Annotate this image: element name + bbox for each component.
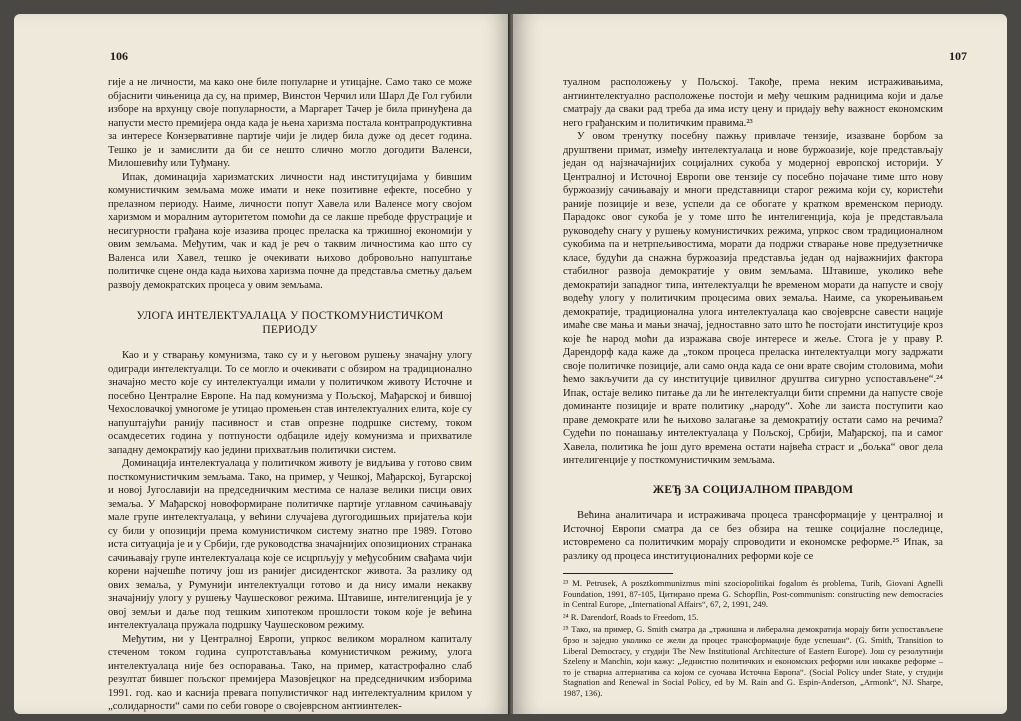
paragraph: Ипак, доминација харизматских личности над институцијама у бившим комунистичким земљама може имати и неке позитивне ефекте, посебно у прелазном периоду. Наиме, личности попут Хавела или Валенсе могу својом харизмом и моралним ауторитетом помоћи да се лакше пребоде фрустрације и несигурности грађана које изазива процес преласка ка тржишној економији у овим земљама. Међутим, чак и кад је реч о таквим личностима као што су Валенса или Хавел, тешко је очекивати њихово добровољно напуштање политичке сцене онда када њихова харизма почне да представља сметњу даљем развоју демократских процеса у овим земљама. [108,171,472,291]
footnote: ²⁴ R. Darendorf, Roads to Freedom, 15. [563,611,699,622]
paragraph: Већина аналитичара и истраживача процеса трансформације у централној и Источној Европи сматра да се без обзира на тешке социјалне последице, истовремено са политичким морају спроводити и економске реформе.²⁵ Ипак, за разлику од процеса институционалних реформи које се [563,510,943,562]
paragraph: Доминација интелектуалаца у политичком животу је видљива у готово свим посткомунистичким земљама. Тако, на пример, у Чешкој, Мађарској, Бугарској и новој Југославији на председничким местима се налазе велики писци ових земаља. У Мађарској новоформиране политичке партије углавном сачињавају мале групе интелектуалаца, у већини случајева дугогодишњих пријатеља који су били у опозицији према комунистичком систему знатно пре 1989. Готово иста ситуација је и у Србији, где руководства значајнијих опозиционих странака сачињавају групе интелектуалаца које се исцрпљују у међусобним свађама чији корени најчешће потичу још из ранијег дисидентског живота. За разлику од ових земаља, у Румунији интелектуалци готово и да нису имали некакву значајнију улогу у рушењу Чаушесковог режима. Штавише, интелигенција је у овој земљи и даље под тешким хипотеком прошлости током које је већина интелектуалаца пружала подршку Чаушесковом режиму. [108,458,472,631]
section-heading: УЛОГА ИНТЕЛЕКТУАЛАЦА У ПОСТКОМУНИСТИЧКОМ ПЕРИОДУ [136,310,444,336]
footnote: ²⁵ Тако, на пример, G. Smith сматра да „тржишна и либерална демократија морају бити успостављене брзо и заједно уколико се жели да процес трансформације буде успешан“. (G. Smith, Transition to Liberal Democracy, у студији The New Institutional Architecture of Eastern Europe). Још су резолутнији Szeleny и Manchin, који кажу: „Једнистно политичких и економских реформи или никакве реформе – то је стварна алтернатива са којом се суочава Источна Европа“. (Social Policy under State, у студији Stagnation and Renewal in Social Policy, ed by M. Rain and G. Espin-Anderson, „Armonk“, NJ. Sharpe, 1987, 136). [563,624,943,698]
footnote-rule [563,573,673,574]
page-number-left: 106 [110,49,128,63]
paragraph: Као и у стварању комунизма, тако су и у његовом рушењу значајну улогу одигради интелектуалци. То се могло и очекивати с обзиром на традиционално значајно место које су интелектуалци имали у политичком животу Источне и посебно Централне Европе. На пад комунизма у Пољској, Мађарској и бившој Чехословачкој умногоме је утицао промењен став интелектуалних елита, које су напуштајући ранију пасивност и став опрезне подршке систему, током осамдесетих година у потпуности одбациле идеју комунизма и прихватиле западну демократију као једини прихватљив политички систем. [108,350,472,456]
section-heading: ЖЕЂ ЗА СОЦИЈАЛНОМ ПРАВДОМ [652,483,854,496]
paragraph: гије а не личности, ма како оне биле популарне и утицајне. Само тако се може објаснити чињеница да су, на пример, Винстон Черчил или Шарл Де Гол губили изборе на врхунцу своје популарности, а Маргарет Тачер је била принуђена да напусти место премијера онда када је њена харизма постала контрапродуктивна за интересе Конзервативне партије чији је лидер била дуже од десет година. Тешко је и замислити да би се нешто слично могло догодити Валенси, Милошевићу или Туђману. [108,77,472,169]
left-page [14,14,511,714]
left-page-body [108,76,472,714]
right-page [513,14,1007,714]
paragraph: Међутим, ни у Централној Европи, упркос великом моралном капиталу стеченом током година супротстављања комунистичком режиму, улога интелектуалаца није без оспоравања. Тако, на пример, катастрофално слаб резултат бившег пољског премијера Мазовјецког на председничким изборима 1991. год. као и касниja превага популистичког над интелектуалним крилом у „солидарности“ сами по себи говоре о својеврсном антиинтелек- [108,633,472,712]
paragraph: туалном расположењу у Пољској. Такође, према неким истраживањима, антиинтелектуално расположење постоји и међу чешким радницима који и даље сматрају да сваки рад треба да има исту цену и придају већу важност економским него грађанским и политичким правима.²³ [563,77,943,129]
paragraph: У овом тренутку посебну пажњу привлаче тензије, изазване борбом за друштвени примат, између интелектуалаца и нове буржоазије, које представљају један од најзначајнијих социјалних сукоба у модерној европској историји. У Централној и Источној Европи ове тензије су посебно појачане тиме што нову буржоазију сачињавају и многи представници старог режима који су, користећи раније позиције и везе, успели да се обогате у кратком временском периоду. Парадокс овог сукоба је у томе што ће интелигенција, која је представљала руководећу снагу у рушењу комунистичких режима, упркос свом традиционалном сукобима па и нетрпељивостима, морати да подржи стварање нове предузетничке класе, будући да снажна буржоазија представља један од најважнијих фактора стабилног развоја демократије у овим земљама. Штавише, уколико веће демократији западног типа, интелектуалци ће временом морати да напусте и своју водећу улогу у политичким процесима ових земаља. Наиме, са укорењивањем демократије, традиционална улога интелектуалаца као својеврсне савести нације имаће све мања и мањи значај, једноставно зато што ће постојати институције кроз које ће народ моћи да изражава своје интересе и жеље. Стога је у праву Р. Дарендорф када каже да „током процеса преласка интелектуалци могу задржати своје политичке позиције, али само онда када се они врате својим столовима, моћи ћемо закључити да су институције цивилног друштва сигурно успостављене“.²⁴ Ипак, остаје велико питање да ли ће интелектуалци бити спремни да напусте своје доминанте позиције и врате политику „народу“. Хоће ли заиста поступити као праве демократе или ће њихово залагање за демократију остати само на речима? Судећи по понашању интелектуалаца у Пољској, Србији, Мађарској, па и самог Хавела, политика ће још дуго времена остати највећа страст и „бољка“ овог дела интелигенције у посткомунистичким земљама. [563,131,943,466]
footnote: ²³ M. Petrusek, A posztkommunizmus mini szociopolitikai fogalom és problema, Turih, Giovani Agnelli Foundation, 1991, 87-105, Цитирано према G. Schopflin, Post-communism: constructing new democracies in Central Europe, „International Affairs“, 67, 2, 1991, 249. [563,578,943,610]
page-number-right: 107 [949,49,967,63]
right-page-body [563,76,943,701]
